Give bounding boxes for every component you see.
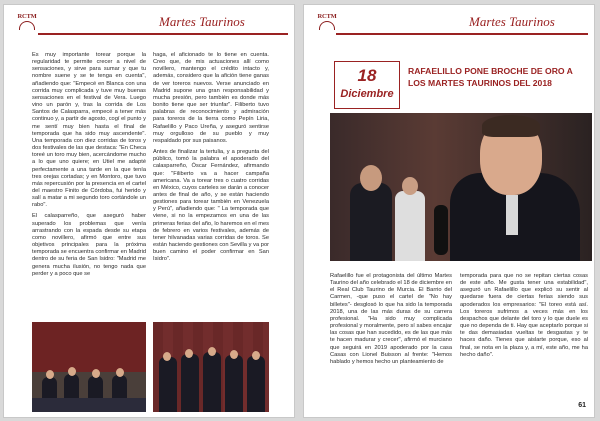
magazine-title: Martes Taurinos: [159, 14, 245, 29]
article-column-1: [32, 52, 146, 282]
paragraph: Rafaelillo fue el protagonista del último Martes Taurino del año celebrado el 18 de diciembre en el Real Club Taurino de Murcia. El Barrio del Carmen, -que puso el cartel de "No hay billetes"- desglosó lo que ha sido la temporada 2018, una de las más duras de su carrera profesional. "Ha sido muy complicada profesional y moralmente, pero sí sabes encajar las cosas que han sucedido, es de las que más te hacen madurar y crecer", afirmó el murciano que seguirá en 2019 apoderado por la casa Casas con Lionel Buisson al frente: "Hemos hablado y hemos hecho un planteamiento de: [330, 273, 452, 365]
header-rule: [38, 33, 288, 35]
date-box: [334, 61, 400, 109]
group-photo: [153, 322, 269, 412]
rctm-logo: RCTM: [316, 12, 338, 32]
left-page: [3, 4, 295, 418]
paragraph: haga, el aficionado te lo tiene en cuenta. Creo que, de mis actuaciones allí como novillero, mantengo el crédito intacto y, además, considero que la afición tiene ganas de ver toreros nuevos. Verse anunciado en Madrid supone una gran responsabilidad y mucha presión, pero también es donde más bonito tiene que ser triunfar". Filiberto tuvo palabras de reconocimiento y admiración para toreros de la tierra como Pepín Liria, Rafaelillo y Paco Ureña, y aseguró sentirse muy orgulloso de su pueblo y muy respaldado por sus paisanos.: [153, 52, 269, 144]
date-day: 18: [357, 66, 377, 85]
article-column-2: [153, 52, 269, 268]
date-month: Diciembre: [340, 88, 394, 100]
magazine-title: Martes Taurinos: [469, 14, 555, 29]
paragraph: temporada para que no se repitan ciertas cosas de este año. Me gusta tener una estabilidad", aseguró un Rafaelillo que explicó su sentir al quedarse fuera de ciertas ferias siendo sus apoderados los empresarios: "El toreo está así. Los toreros sufrimos a veces más en los despachos que delante del toro y lo que duele es que no dependa de ti. Hay que aceptarlo porque si te das demasiadas vueltas te desgastas y te haces daño. Tienes que aislarte porque, eso al final, se nota en la plaza y, a mí, este año, me ha hecho daño".: [460, 273, 588, 358]
arch-icon: [319, 21, 335, 30]
right-page: [303, 4, 595, 418]
article-column-1: [330, 273, 452, 370]
header-rule: [336, 33, 588, 35]
main-photo: [330, 113, 592, 261]
page-number: 61: [578, 402, 586, 409]
event-photo-panel: [32, 322, 146, 412]
paragraph: Es muy importante torear porque la regularidad te permite crecer a nivel de sensaciones, y sirve para sumar y que tu nombre suene y se te tenga en cuenta", añadiendo que: "Empecé en Blanca con una corrida muy complicada y tuve muy buenas sensaciones en el festival de Vera. Luego vino un parón y, tras la corrida de Los Santos de Calasparra, empecé a tener más continuo y, a partir de agosto, cogí el punto y me sentí muy bien hasta el final de temporada que ha sido muy ascendente". Una temporada con diez corridas de toros y dos festivales de las que destaca: "En Checa toreé un toro muy bien, acercándome mucho a lo que uno quiere; en Utiel me adapté perfectamente a una tarde en la que tenía tres orejas cortadas; y en Montoro, que tuvo más repercusión por la presencia en el cartel del maestro Finito de Córdoba, fui herido y salí a matar a mi segundo toro cortándole un rabo".: [32, 52, 146, 209]
paragraph: El calasparreño, que aseguró haber superado los problemas que venía arrastrando con la espada desde su etapa como novillero, afirmó que entre sus objetivos principales para la próxima temporada se encuentra confirmar en Madrid dentro de su feria de San Isidro: "Madrid me genera mucha ilusión, no tengo nada que perder y a poco que se: [32, 213, 146, 277]
article-headline: RAFAELILLO PONE BROCHE DE ORO A LOS MARTES TAURINOS DEL 2018: [408, 66, 573, 88]
paragraph: Antes de finalizar la tertulia, y a pregunta del público, tomó la palabra el apoderado del calasparreño, Óscar Fernández, afirmando que: "Filiberto va a hacer campaña americana. Va a torear tres o cuatro corridas en México, cuyos carteles se darán a conocer antes de final de año, y se están haciendo gestiones para torear también en Venezuela y Perú", añadiendo que: " La temporada que viene, si no la empezamos en una de las primeras ferias del año, lo haremos en el mes de febrero en varios festivales, además de tener hilvanadas varias corridas de toros. Se están haciendo gestiones con Sevilla y va por buen camino el poder confirmar en San Isidro".: [153, 149, 269, 263]
article-column-2: [460, 273, 588, 363]
arch-icon: [19, 21, 35, 30]
rctm-logo: RCTM: [16, 12, 38, 32]
